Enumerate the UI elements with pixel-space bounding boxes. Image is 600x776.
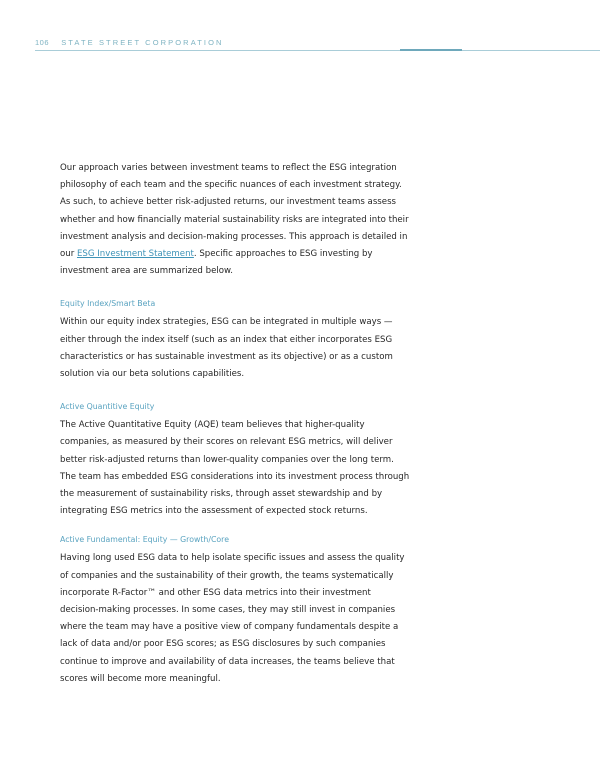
intro-text-end: . Specific approaches to ESG investing by investment area are summarized below. [60, 249, 373, 277]
section-heading: Active Quantitive Equity [60, 402, 155, 412]
intro-text-start: Our approach varies between investment teams to reflect the ESG integration philosophy of each team and the specific nuances of each investment strategy. As such, to achieve better risk-adjusted returns, our investment teams assess whether and how financially material sustainability risks are integrated into their investment analysis and decision-making processes. This approach is detailed in our [60, 163, 409, 260]
header-rule [35, 50, 600, 51]
running-header [35, 38, 224, 47]
page-number: 106 [35, 38, 50, 47]
section-body: Within our equity index strategies, ESG can be integrated in multiple ways — either through the index itself (such as an index that either incorporates ESG characteristics or has sustainable investment as its objective) or as a custom solution via our beta solutions capabilities. [60, 317, 393, 380]
section-heading: Equity Index/Smart Beta [60, 299, 156, 309]
section-body: The Active Quantitative Equity (AQE) team believes that higher-quality companies, as measured by their scores on relevant ESG metrics, will deliver better risk-adjusted returns than lower-quality companies over the long term. The team has embedded ESG considerations into its investment process through the measurement of sustainability risks, through asset stewardship and by integrating ESG metrics into the assessment of expected stock returns. [60, 420, 410, 517]
section-active-quant [60, 401, 410, 520]
intro-paragraph [60, 160, 410, 280]
header-rule-accent [400, 49, 462, 51]
company-name: STATE STREET CORPORATION [61, 38, 224, 47]
section-heading: Active Fundamental: Equity — Growth/Core [60, 535, 230, 545]
section-equity-index [60, 298, 410, 383]
section-body: Having long used ESG data to help isolate specific issues and assess the quality of companies and the sustainability of their growth, the teams systematically incorporate R-Factor™ and other ESG data metrics into their investment decision-making processes. In some cases, they may still invest in companies where the team may have a positive view of company fundamentals despite a lack of data and/or poor ESG scores; as ESG disclosures by such companies continue to improve and availability of data increases, the teams believe that scores will become more meaningful. [60, 553, 405, 684]
esg-statement-link[interactable]: ESG Investment Statement [76, 249, 194, 260]
section-active-fundamental [60, 534, 410, 688]
main-content [60, 160, 410, 688]
